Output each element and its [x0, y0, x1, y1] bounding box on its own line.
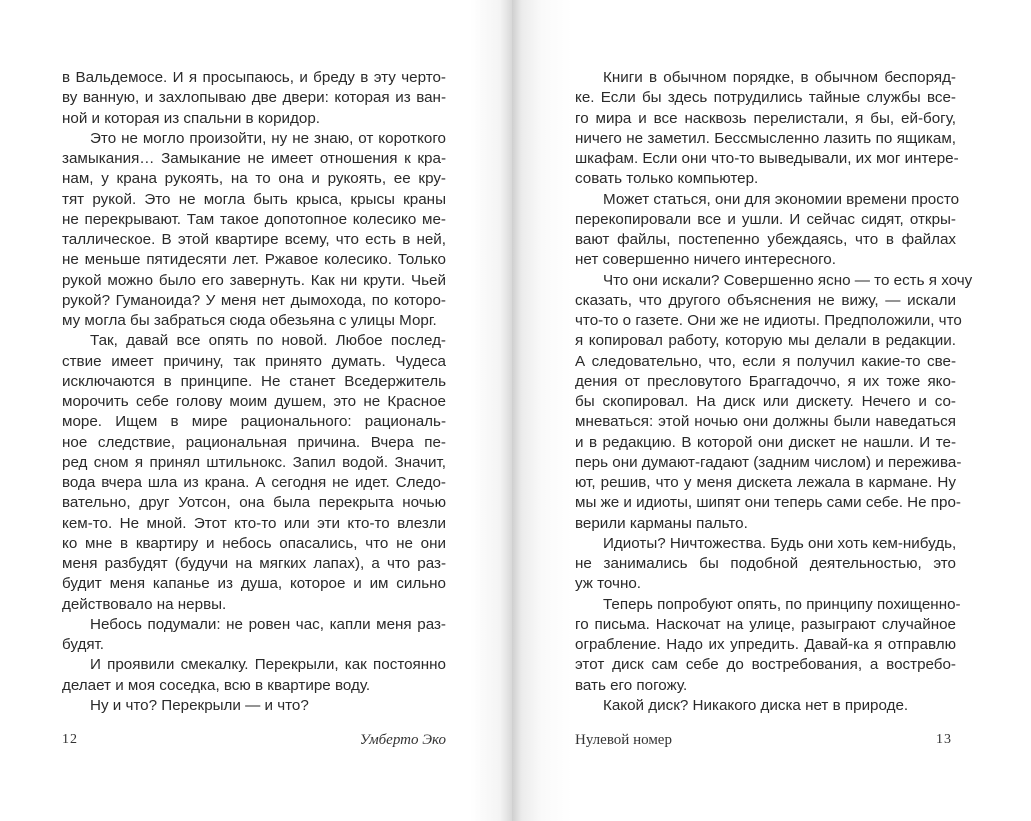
text-line: ограбление. Надо их упредить. Давай-ка я отправлю [575, 636, 956, 653]
text-line: го мира и все насквозь перелистали, я бы, ей-богу, [575, 109, 956, 127]
text-line: исключаются в принципе. Не станет Вседержитель [62, 372, 446, 390]
right-page [512, 0, 1031, 821]
text-line: перь они думают-гадают (задним числом) и пережива- [575, 453, 962, 471]
text-line: Небось подумали: не ровен час, капли меня раз- [90, 615, 446, 633]
text-line: вательно, друг Уотсон, она была перекрыта ночью [62, 494, 446, 512]
text-line: ко мне в квартиру и небось опасались, что не они [62, 534, 446, 552]
paragraph [62, 655, 446, 696]
text-line: го письма. Наскочат на улице, разыграют случайное [575, 615, 956, 633]
text-line: делает и моя соседка, всю в квартире воду. [62, 676, 371, 694]
text-line: бы скопировал. На диск или дискету. Нечего и со- [575, 393, 956, 410]
text-line: вают файлы, постепенно убеждаясь, что в файлах [575, 231, 956, 248]
text-line: Ну и что? Перекрыли — и что? [90, 696, 309, 714]
left-page [0, 0, 512, 821]
text-line: не меньше пятидесяти лет. Ржавое колесико. Только [62, 251, 446, 269]
text-line: морочить себе голову моим душем, это не Красное [62, 393, 446, 410]
text-line: верили карманы пальто. [575, 514, 748, 532]
text-line: будит меня капанье из душа, которое и им сильно [62, 575, 446, 593]
text-line: замыкания… Замыкание не имеет отношения к кра- [62, 150, 446, 167]
text-line: Что они искали? Совершенно ясно — то есть я хочу [603, 271, 973, 289]
text-line: ред сном я принял штильнокс. Запил водой. Значит, [62, 453, 446, 471]
text-line: будят. [62, 636, 105, 653]
paragraph [62, 331, 446, 615]
text-line: нам, у крана рукоять, на то она и рукоять, ее кру- [62, 170, 446, 188]
text-line: уж точно. [575, 575, 642, 593]
text-line: ной и которая из спальни в коридор. [62, 109, 320, 127]
text-line: перекопировали все и ушли. И сейчас сидят, откры- [575, 210, 956, 228]
text-line: ке. Если бы здесь потрудились тайные службы все- [575, 89, 956, 107]
running-head: Умберто Эко [359, 732, 446, 748]
text-line: тят рукой. Это не могла быть крыса, крысы краны [62, 190, 446, 208]
text-line: ву ванную, и захлопываю две двери: которая из ван- [62, 89, 446, 107]
paragraph [575, 190, 960, 271]
text-line: вода вчера шла из крана. А сегодня не идет. Следо- [62, 474, 446, 491]
paragraph [575, 696, 956, 716]
paragraph [62, 129, 446, 332]
text-line: дения от пресловутого Браггадоччо, я их тоже яко- [575, 372, 956, 390]
paragraph [575, 595, 961, 696]
text-line: не перекрывают. Там такое допотопное колесико ме- [62, 210, 446, 228]
text-line: нет совершенно ничего интересного. [575, 251, 836, 269]
text-line: ничего не заметил. Бессмысленно лазить по ящикам, [575, 129, 956, 147]
text-line: меня разбудят (будучи на мягких лапах), а что раз- [62, 555, 446, 572]
text-line: шкафам. Если они что-то выведывали, их мог интере- [575, 150, 959, 167]
text-line: мы же и идиоты, шипят они теперь сами себе. Не про- [575, 494, 961, 512]
text-line: Книги в обычном порядке, в обычном беспоряд- [603, 69, 956, 86]
text-line: в Вальдемосе. И я просыпаюсь, и бреду в эту черто- [62, 69, 446, 86]
text-line: кем-то. Не мной. Этот кто-то или эти кто-то влезли [62, 514, 446, 532]
text-line: таллическое. В этой квартире всему, что есть в ней, [62, 231, 446, 248]
paragraph [62, 615, 446, 656]
text-line: что-то о газете. Они же не идиоты. Предположили, что [575, 312, 962, 329]
text-line: Это не могло произойти, ну не знаю, от короткого [90, 129, 446, 147]
running-head: Нулевой номер [575, 732, 672, 748]
text-line: я копировал работу, которую мы делали в редакции. [575, 332, 956, 350]
paragraph [62, 696, 446, 716]
text-line: му могла бы забраться сюда обезьяна с улицы Морг. [62, 312, 437, 329]
text-line: не занимались бы подобной деятельностью, это [575, 555, 956, 572]
text-line: Какой диск? Никакого диска нет в природе. [603, 696, 909, 714]
text-line: сказать, что другого объяснения не вижу, — искали [575, 291, 956, 309]
text-line: ствие имеет причину, так принято думать. Чудеса [62, 352, 446, 370]
text-line: совать только компьютер. [575, 170, 759, 188]
page-number: 12 [62, 732, 78, 747]
paragraph [62, 68, 446, 129]
page-number: 13 [936, 732, 952, 747]
text-line: рукой? Гуманоида? У меня нет дымохода, по которо- [62, 291, 446, 309]
paragraph [575, 534, 956, 595]
text-line: ют, решив, что у меня дискета лежала в кармане. Ну [575, 474, 956, 491]
text-line: мневаться: этой ночью они должны были наведаться [575, 413, 956, 431]
text-line: действовало на нервы. [62, 595, 227, 613]
text-line: море. Ищем в мире рационального: рациональ- [62, 413, 446, 431]
paragraph [575, 271, 973, 534]
text-line: ное следствие, рациональная причина. Вчера пе- [62, 433, 446, 451]
text-line: рукой можно было его завернуть. Как ни крути. Чьей [62, 271, 446, 289]
text-line: вать его погожу. [575, 676, 688, 694]
text-line: А следовательно, что, если я получил какие-то све- [575, 352, 956, 370]
text-line: этот диск сам себе до востребования, а востребо- [575, 656, 956, 674]
text-line: Так, давай все опять по новой. Любое послед- [90, 332, 446, 350]
text-line: И проявили смекалку. Перекрыли, как постоянно [90, 656, 446, 674]
text-line: и в редакцию. В которой они дискет не нашли. И те- [575, 433, 956, 451]
text-line: Может статься, они для экономии времени просто [603, 190, 960, 208]
body-text [62, 68, 446, 716]
text-line: Теперь попробуют опять, по принципу похищенно- [603, 595, 961, 613]
paragraph [575, 68, 959, 190]
text-line: Идиоты? Ничтожества. Будь они хоть кем-нибудь, [603, 534, 957, 552]
body-text [575, 68, 973, 716]
